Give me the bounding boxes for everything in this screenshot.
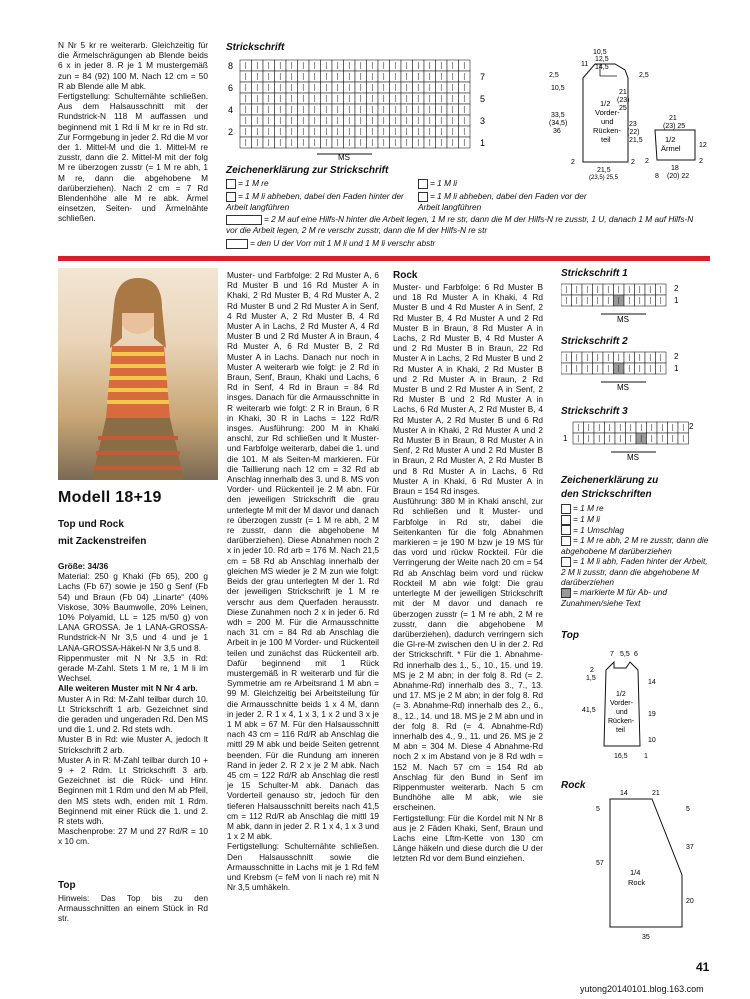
row-number-6: 6 bbox=[228, 83, 234, 93]
muster-b: Muster B in Rd: wie Muster A, jedoch lt Strickschrift 2 arb. bbox=[58, 734, 208, 755]
rock-heading: Rock bbox=[393, 270, 418, 281]
dim-label: (23,5) 25,5 bbox=[589, 175, 619, 181]
dim-label: 7 bbox=[610, 651, 614, 658]
piece-label: 1/2 bbox=[600, 99, 611, 108]
row-number: 2 bbox=[689, 422, 694, 431]
piece-label: Vorder- bbox=[610, 700, 633, 707]
strickschrift-chart bbox=[222, 54, 494, 162]
dim-label: 2,5 bbox=[549, 72, 559, 79]
piece-label: 1/2 bbox=[616, 691, 626, 698]
muster-a-r: Muster A in R: M-Zahl teilbar durch 10 + 9 + 2 Rdm. Lt Strickschrift 3 arb. Gezeichnet ist die Rück- und Hinr. Beginnen mit 1 Rdm und den M ab Pfeil, den MS stets wdh, enden mit 1 Rdm. Beginnend mit einer Rück die 1. und 2. R stets wdh. bbox=[58, 754, 208, 827]
rippenmuster: Rippenmuster mit N Nr 3,5 in Rd: gerade M-Zahl. Stets 1 M re, 1 M li im Wechsel. bbox=[58, 652, 208, 684]
strickschrift-1-title: Strickschrift 1 bbox=[561, 268, 628, 279]
chart-grid bbox=[240, 60, 470, 148]
dim-label: 18 bbox=[671, 165, 679, 172]
piece-label: Ärmel bbox=[661, 144, 681, 153]
row-number-3: 3 bbox=[480, 116, 486, 126]
piece-label: teil bbox=[616, 727, 625, 734]
dim-label: 21 bbox=[652, 790, 660, 797]
dim-label: 14,5 bbox=[595, 64, 609, 71]
legend-item bbox=[561, 556, 711, 587]
chart-grid bbox=[561, 352, 666, 374]
row-number-5: 5 bbox=[480, 94, 486, 104]
piece-label: Rücken- bbox=[608, 718, 635, 725]
fertigstellung-text: Fertigstellung: Schulternähte schließen. Aus dem Halsausschnitt mit der Rundstrick-N 118 M auffassen und beginnend mit 1 Rd li M kr re in Rd str. Zur Formgebung in jeder 2. Rd die M vor der 1. Mittel-M und die 1. Mittel-M re zusstr, dann die 2. Mittel-M mit der folg M re überzogen zusstr (= 1 M re abh, 1 M re, dann die abgehobene M darüberziehen). Nach 2 cm = 7 Rd Blendenhöhe alle M re abk. Ärmel einsetzen, Seiten- und Ärmelnähte schließen. bbox=[58, 91, 208, 224]
piece-label: teil bbox=[601, 135, 611, 144]
dim-label: 5 bbox=[596, 806, 600, 813]
page-number: 41 bbox=[696, 960, 710, 974]
ms-label: MS bbox=[617, 383, 629, 392]
row-number: 2 bbox=[674, 352, 679, 361]
zeichen-top-item-4 bbox=[418, 191, 598, 212]
intro-text-block bbox=[58, 40, 208, 224]
dim-label: 36 bbox=[553, 128, 561, 135]
dim-label: 21,5 bbox=[597, 167, 611, 174]
dim-label: 2 bbox=[699, 158, 703, 165]
rock-schnitt-diagram bbox=[590, 785, 700, 945]
rock-outline bbox=[610, 799, 682, 927]
top-schnitt-diagram bbox=[578, 648, 688, 766]
credit-text: yutong20140101.blog.163.com bbox=[580, 984, 704, 994]
row-number-1: 1 bbox=[480, 138, 486, 148]
legend-title-1: Zeichenerklärung zu bbox=[561, 475, 659, 486]
dim-label: 35 bbox=[642, 934, 650, 941]
column-3 bbox=[393, 282, 543, 864]
dim-label: 2 bbox=[571, 159, 575, 166]
legend-item bbox=[561, 503, 711, 514]
decrease-symbol-icon bbox=[561, 536, 571, 546]
zeichen-top-item-5 bbox=[226, 214, 706, 235]
legend-title bbox=[561, 474, 658, 502]
dim-label: 20 bbox=[686, 898, 694, 905]
maschenprobe: Maschenprobe: 27 M und 27 Rd/R = 10 x 10 cm. bbox=[58, 826, 208, 847]
slip-front-symbol-icon bbox=[418, 192, 428, 202]
strickschrift-3-title: Strickschrift 3 bbox=[561, 406, 628, 417]
piece-label: und bbox=[616, 709, 628, 716]
purl-symbol-icon bbox=[418, 179, 428, 189]
cable-symbol-icon bbox=[226, 215, 262, 225]
row-number-2: 2 bbox=[228, 127, 234, 137]
legend-text: = den U der Vorr mit 1 M li und 1 M li verschr abstr bbox=[250, 238, 436, 248]
legend-text: = markierte M für Ab- und Zunahmen/siehe Text bbox=[561, 587, 667, 608]
purl-symbol-icon bbox=[561, 515, 571, 525]
column-1 bbox=[58, 561, 208, 847]
dim-label: 5,5 bbox=[620, 651, 630, 658]
col2-text: Muster- und Farbfolge: 2 Rd Muster A, 6 Rd Muster B und 16 Rd Muster A in Khaki, 2 Rd Muster B, 4 Rd Muster A, 2 Rd Muster B und 2 Rd Muster A in Senf, 4 Rd Muster A, 2 Rd Muster B, 4 Rd Muster A in Lachs, 2 Rd Muster A, 4 Rd Muster B und 2 Rd Muster A in Braun, 4 Rd Muster A, 6 Rd Muster B, 2 Rd Muster A in Lachs. Danach nur noch in Muster A weiterarb wie folgt: je 2 Rd in Braun, Senf, Braun, Khaki und Lachs, 6 Rd in Senf, 4 Rd in Braun = 84 Rd insges. Danach für die Armausschnitte in R weiterarb wie folgt: 2 R in Braun, 6 R in Khaki, 30 R in Lachs = 122 Rd/R insges. Ausführung: 200 M in Khaki anschl, zur Rd schließen und lt Muster- und Farbfolge weiterarb, dabei die 1. und die 101. M als Seiten-M markieren. Für die Taillierung nach 12 cm = 32 Rd ab Anschlag innerhalb des 3. und 8. MS von Vorder- und Rückenteil je 2 M abn. Für den jeweiligen Strickschrift die grau unterlegte M mit der M davor und danach re überzogen zusstr (= 1 M re abh, 2 M re zusstr, dann die abgehobene M darüberziehen). Diese Abnahmen noch 2 x in jeder 10. Rd arb = 176 M. Nach 21,5 cm = 58 Rd ab Anschlag innerhalb der gleichen MS wieder je 2 M zun wie folgt: Beids der grau unterlegten M der 1. Rd der jeweiligen Strickschrift je 1 M re verschr aus dem Querfaden herausstr. Diese Zunahmen noch 2 x in jeder 6. Rd wdh = 200 M. Für die Armausschnitte nach 31 cm = 84 Rd ab Anschlag die Arbeit in je 100 M Vorder- und Rückenteil teilen und zunächst das Rückenteil arb. Dafür beginnend mit 1 Rück mustergemäß in R weiterarb und für die Symmetrie am re Arbeitsrand 1 M abn = 99 M. Gleichzeitig bei Arbeitsteilung für die Armausschnitte beids 1 x 4 M, dann in jeder 2. R 1 x 4, 1 x 3, 1 x 2 und 3 x je 1 M abk = 67 M. Für den Halsausschnitt nach 43 cm = 116 Rd/R ab Anschlag die mittl 29 M abk und beide Seiten getrennt beenden. Für die Rundung am inneren Rand in jeder 2. R 2 x je 2 M abk. Nach 45 cm = 122 Rd/R ab Anschlag die restl je 15 Schulter-M abk. Danach das Vorderteil genauso str, jedoch für den tieferen Halsausschnitt bereits nach 41,5 cm = 112 Rd/R ab Anschlag die mittl 19 M abk, dann in jeder 2. R 1 x 4, 1 x 3 und 1 x 2 M abk. bbox=[227, 270, 379, 842]
dim-label: 23 bbox=[629, 121, 637, 128]
dim-label: 21 bbox=[619, 89, 627, 96]
dim-label: 25 bbox=[619, 105, 627, 112]
col3-ausf: Ausführung: 380 M in Khaki anschl, zur Rd schließen und lt Muster- und Farbfolge in Rd str, dabei die Seitenkanten für die folg Abnahmen markieren = je 190 M bzw je 19 MS für das vord und rückw Rockteil. Für die Verringerung der Weite nach 20 cm = 54 Rd ab Anschlag beim vord und rückw Rockteil M abn wie folgt: Die grau unterlegte M der jeweiligen Strickschrift mit der M davor und danach re überzogen zusstr (= 1 M re abh, 2 M re zusstr, dann die abgehobene M darüberziehen), dadurch verringern sich die Gl-re-M zwischen den U in der 2. Rd der Strickschrift. * Für die 1. Abnahme-Rd innerhalb des 1., 5., 10., 15. und 19. MS je 2 M abn; in der folg 8. Rd (= 2. Abnahme-Rd) innerhalb des 3., 7., 13. und 17. MS je 2 M abn; in der folg 8. Rd (= 3. Abnahme-Rd) innerhalb des 2., 6., 8., 12., 14. und 18. MS je 2 M abn und in der folg 8. Rd (= 4. Abnahme-Rd) innerhalb des 4., 9., 11. und 26. MS je 2 M abn = 304 M. Diese 4 Abnahme-Rd noch 2 x im Abstand von je 8 Rd wdh = 152 M. Nach 57 cm = 154 Rd ab Anschlag für den Bund in Senf im Rippenmuster weiterarb. Nach 5 cm Bundhöhe alle M abk, wie sie erscheinen. bbox=[393, 496, 543, 813]
ms-label: MS bbox=[617, 315, 629, 324]
dim-label: 12 bbox=[699, 142, 707, 149]
rock-schnitt-label: Rock bbox=[561, 780, 586, 791]
row-number: 1 bbox=[674, 364, 679, 373]
alle-muster: Alle weiteren Muster mit N Nr 4 arb. bbox=[58, 683, 198, 694]
dim-label: 12,5 bbox=[595, 56, 609, 63]
yarnover-symbol-icon bbox=[226, 239, 248, 249]
dim-label: 14 bbox=[620, 790, 628, 797]
top-heading: Top bbox=[58, 880, 76, 891]
legend-text: = 1 Umschlag bbox=[573, 524, 624, 535]
legend-item bbox=[561, 535, 711, 556]
dim-label: 2,5 bbox=[639, 72, 649, 79]
row-number-8: 8 bbox=[228, 61, 234, 71]
piece-label: Rock bbox=[628, 878, 646, 887]
row-number: 1 bbox=[563, 434, 568, 443]
top-schnitt-label: Top bbox=[561, 630, 579, 641]
legend-title-2: den Strickschriften bbox=[561, 489, 652, 500]
legend-text: = 1 M li bbox=[573, 513, 600, 524]
dim-label: (20) 22 bbox=[667, 173, 690, 180]
legend-text: = 1 M li bbox=[430, 178, 457, 188]
column-2 bbox=[227, 270, 379, 892]
piece-label: und bbox=[601, 117, 614, 126]
yarnover-symbol-icon bbox=[561, 525, 571, 535]
dim-label: 14 bbox=[648, 679, 656, 686]
legend-item bbox=[561, 587, 711, 608]
dim-label: 2 bbox=[645, 158, 649, 165]
hinweis: Hinweis: Das Top bis zu den Armausschnitten an einem Stück in Rd str. bbox=[58, 893, 208, 924]
ms-label: MS bbox=[627, 453, 639, 462]
dim-label: 19 bbox=[648, 711, 656, 718]
piece-label: 1/2 bbox=[665, 135, 676, 144]
model-photo bbox=[58, 268, 218, 480]
dim-label: 57 bbox=[596, 860, 604, 867]
chart-grid bbox=[573, 422, 689, 444]
zeichen-top-item-3 bbox=[226, 191, 406, 212]
groesse: Größe: 34/36 bbox=[58, 561, 109, 571]
dim-label: 8 bbox=[655, 173, 659, 180]
col3-fertig: Fertigstellung: Für die Kordel mit N Nr 8 aus je 2 Fäden Khaki, Senf, Braun und Lachs eine Lftm-Kette von 130 cm Länge häkeln und diese durch die U der letzten Rd vor dem Bund einziehen. bbox=[393, 812, 543, 864]
model-title: Modell 18+19 bbox=[58, 489, 162, 506]
dim-label: (23) bbox=[617, 97, 630, 104]
material: Material: 250 g Khaki (Fb 65), 200 g Lachs (Fb 67) sowie je 150 g Senf (Fb 54) und Braun (Fb 04) „Linarte“ (40% Viskose, 30% Baumwolle, 20% Leinen, 10% Polyamid, LL = 125 m/50 g) von LANA GROSSA. Je 1 LANA-GROSSA-Rundstrick-N Nr 3,5 und 4 und je 1 LANA-GROSSA-Häkel-N Nr 3,5 und 8. bbox=[58, 571, 208, 653]
legend-text: = 2 M auf eine Hilfs-N hinter die Arbeit legen, 1 M re str, dann die M der Hilfs-N re zusstr, 1 U, danach 1 M auf Hilfs-N vor die Arbeit legen, 2 M re verschr zusstr, dann die M der Hilfs-N re str bbox=[226, 214, 694, 235]
skirt-shape bbox=[92, 418, 184, 480]
row-number: 2 bbox=[674, 284, 679, 293]
zeichen-top-item-1 bbox=[226, 178, 396, 189]
dim-label: (23) 25 bbox=[663, 123, 686, 130]
hair-shape bbox=[110, 278, 166, 348]
legend-text: = 1 M re bbox=[238, 178, 269, 188]
legend-text: = 1 M li abh, Faden hinter der Arbeit, 2 M li zusstr, dann die abgehobene M darüberziehen bbox=[561, 556, 708, 588]
section-divider bbox=[58, 256, 710, 261]
schnitt-top-diagram bbox=[545, 42, 710, 182]
strickschrift-3-chart bbox=[561, 420, 701, 462]
row-number: 1 bbox=[674, 296, 679, 305]
legend-item bbox=[561, 525, 711, 536]
strickschrift-2-chart bbox=[561, 350, 691, 392]
row-number-7: 7 bbox=[480, 72, 486, 82]
legend-item bbox=[561, 514, 711, 525]
col3-text: Muster- und Farbfolge: 6 Rd Muster B und 18 Rd Muster A in Khaki, 4 Rd Muster B und 4 Rd Muster A in Senf, 2 Rd Muster B, 4 Rd Muster A und 2 Rd Muster B in Braun, 8 Rd Muster A in Lachs, 2 Rd Muster B, 4 Rd Muster A und 2 Rd Muster B in Braun, 22 Rd Muster A in Lachs, 2 Rd Muster B und 2 Rd Muster A in Khaki, 2 Rd Muster B und 2 Rd Muster A in Braun, 2 Rd Muster B und 2 Rd Muster A in Senf, 2 Rd Muster B und 2 Rd Muster A in Lachs, 6 Rd Muster A, 2 Rd Muster B, 4 Rd Muster A, 2 Rd Muster B und 6 Rd Muster A in Khaki, 2 Rd Muster A und 2 Rd Muster B in Braun, 8 Rd Muster A in Senf, 2 Rd Muster A und 2 Rd Muster B in Braun, 2 Rd Muster A, 2 Rd Muster B und 8 Rd Muster A in Lachs, 6 Rd Muster A in Khaki, 6 Rd Muster A in Braun = 154 Rd insges. bbox=[393, 282, 543, 497]
dim-label: (34,5) bbox=[549, 120, 568, 127]
knit-symbol-icon bbox=[226, 179, 236, 189]
dim-label: 6 bbox=[634, 651, 638, 658]
top-shape bbox=[106, 346, 170, 418]
legend-list bbox=[561, 503, 711, 608]
fertigstellung-paragraph bbox=[58, 91, 208, 224]
legend-text: = 1 M re bbox=[573, 503, 604, 513]
col2-fertig: Fertigstellung: Schulternähte schließen. Den Halsausschnitt sowie die Armausschnitte in Lachs mit je 1 Rd feM und Krebsm (= feM von li nach re) mit N Nr 3,5 umhäkeln. bbox=[227, 841, 379, 893]
subtitle-line-2: mit Zackenstreifen bbox=[58, 536, 147, 547]
row-number-4: 4 bbox=[228, 105, 234, 115]
zeichen-top-title: Zeichenerklärung zur Strickschrift bbox=[226, 165, 389, 176]
dim-label: 2 bbox=[590, 667, 594, 674]
dim-label: 10,5 bbox=[551, 85, 565, 92]
legend-text: = 1 M li abheben, dabei den Faden hinter der Arbeit langführen bbox=[226, 191, 404, 212]
slip-back-symbol-icon bbox=[226, 192, 236, 202]
dim-label: 33,5 bbox=[551, 112, 565, 119]
strickschrift-1-chart bbox=[561, 282, 691, 324]
dim-label: 37 bbox=[686, 844, 694, 851]
marked-stitch-icon bbox=[561, 588, 571, 598]
dim-label: 41,5 bbox=[582, 707, 596, 714]
model-subtitle bbox=[58, 518, 146, 548]
piece-label: Vorder- bbox=[595, 108, 620, 117]
muster-a: Muster A in Rd: M-Zahl teilbar durch 10. Lt Strickschrift 1 arb. Gezeichnet sind die geraden und ungeraden Rd. Den MS und die 1. und 2. Rd stets wdh. bbox=[58, 693, 208, 735]
knit-symbol-icon bbox=[561, 504, 571, 514]
dim-label: 1 bbox=[644, 753, 648, 760]
dim-label: 10,5 bbox=[593, 49, 607, 56]
intro-paragraph: N Nr 5 kr re weiterarb. Gleichzeitig für die Ärmelschrägungen ab Blende beids 6 x in jeder 8. R je 1 M mustergemäß zun = 84 (92) 100 M. Nach 12 cm = 50 R ab Blende alle M abk. bbox=[58, 40, 208, 91]
legend-text: = 1 M li abheben, dabei den Faden vor der Arbeit langführen bbox=[418, 191, 587, 212]
strickschrift-title: Strickschrift bbox=[226, 42, 285, 53]
dim-label: 1,5 bbox=[586, 675, 596, 682]
dim-label: 10 bbox=[648, 737, 656, 744]
ms-label: MS bbox=[338, 153, 350, 162]
dim-label: 2 bbox=[631, 159, 635, 166]
piece-label: Rücken- bbox=[593, 126, 621, 135]
strickschrift-2-title: Strickschrift 2 bbox=[561, 336, 628, 347]
zeichen-top-item-6 bbox=[226, 238, 626, 249]
legend-text: = 1 M re abh, 2 M re zusstr, dann die abgehobene M darüberziehen bbox=[561, 535, 709, 557]
piece-label: 1/4 bbox=[630, 868, 641, 877]
dim-label: 21 bbox=[669, 115, 677, 122]
subtitle-line-1: Top und Rock bbox=[58, 519, 124, 530]
dim-label: (22) bbox=[627, 129, 640, 136]
dim-label: 21,5 bbox=[629, 137, 643, 144]
dim-label: 16,5 bbox=[614, 753, 628, 760]
dim-label: 5 bbox=[686, 806, 690, 813]
dim-label: 11 bbox=[581, 61, 589, 68]
photo-illustration bbox=[58, 268, 218, 480]
purl-decrease-symbol-icon bbox=[561, 557, 571, 567]
chart-grid bbox=[561, 284, 666, 306]
